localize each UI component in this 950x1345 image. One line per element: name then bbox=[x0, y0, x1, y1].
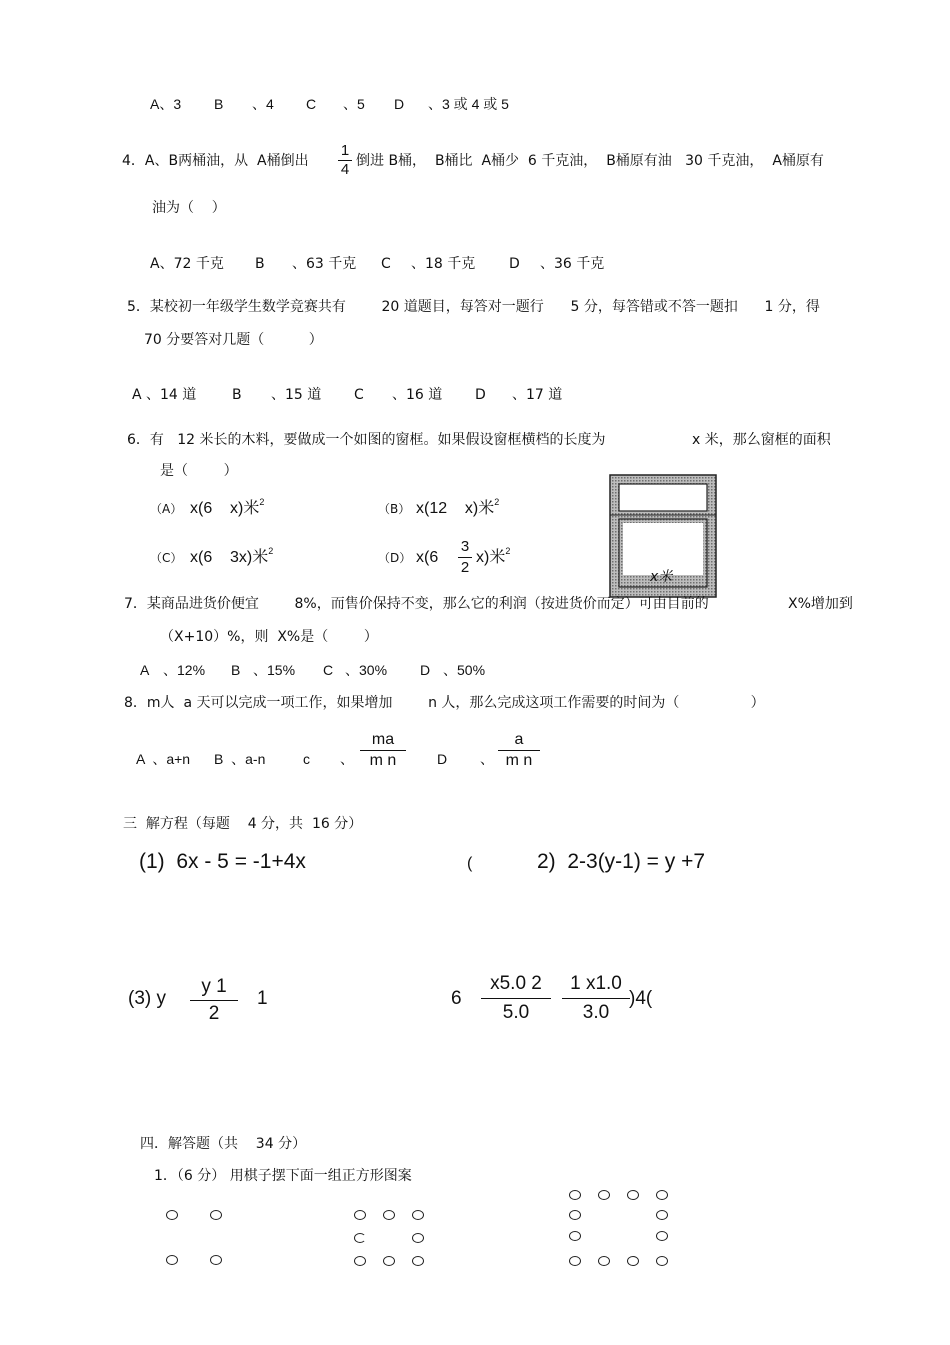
q6-option-d-part1: x(6 bbox=[416, 549, 439, 566]
q8-option-c-label: c bbox=[303, 751, 310, 767]
equation-4-numerator-2: 1 x1.0 bbox=[562, 970, 630, 999]
q4-fraction bbox=[338, 142, 352, 179]
q4-text-part1: 4．A、B两桶油，从 A桶倒出 bbox=[122, 153, 309, 169]
equation-4-numerator-1: x5.0 2 bbox=[481, 970, 551, 999]
equation-3-denominator: 2 bbox=[208, 1003, 220, 1024]
q4-text-part2: 倒进 B桶， B桶比 A桶少 6 千克油， B桶原有油 30 千克油， A桶原有 bbox=[356, 153, 824, 169]
chess-piece bbox=[656, 1231, 668, 1241]
equation-4-fraction-1 bbox=[481, 970, 551, 1027]
q4-text-part3: 油为（ ） bbox=[152, 200, 226, 216]
q4-option-d-value: 、36 千克 bbox=[540, 256, 605, 272]
q8-option-a: A 、a+n bbox=[136, 751, 191, 767]
q8-option-d-label: D bbox=[437, 751, 448, 767]
q6-option-d-numerator: 3 bbox=[458, 537, 472, 558]
q3-option-a: A、3 bbox=[150, 96, 182, 112]
q7-option-a-label: A bbox=[140, 662, 150, 678]
q7-line1: 7．某商品进货价便宜 8%，而售价保持不变，那么它的利润（按进货价而定）可由目前的 bbox=[124, 596, 709, 612]
q6-option-c-exponent: 2 bbox=[268, 546, 274, 556]
equation-3-left: (3) y bbox=[128, 988, 166, 1009]
q3-option-d-label: D bbox=[394, 96, 405, 112]
q4-fraction-denominator: 4 bbox=[340, 161, 350, 178]
q6-option-d-part2 bbox=[476, 546, 511, 567]
q7-option-b-value: 、15% bbox=[253, 662, 296, 678]
chess-piece bbox=[656, 1256, 668, 1266]
equation-3-right: 1 bbox=[257, 988, 268, 1009]
q6-option-a-label: （A） bbox=[150, 502, 183, 516]
q4-option-b-value: 、63 千克 bbox=[292, 256, 357, 272]
q5-line2: 70 分要答对几题（ ） bbox=[144, 332, 323, 348]
chess-piece bbox=[569, 1190, 581, 1200]
q8-option-c-denominator: m n bbox=[369, 752, 397, 769]
q8-option-c-numerator: ma bbox=[360, 730, 406, 751]
window-frame-label: x米 bbox=[650, 569, 673, 585]
q8-line1: 8．m人 a 天可以完成一项工作，如果增加 n 人，那么完成这项工作需要的时间为（ ） bbox=[124, 695, 765, 711]
equation-1: (1) 6x - 5 = -1+4x bbox=[139, 850, 306, 873]
q5-option-a: A 、14 道 bbox=[132, 387, 197, 403]
q5-option-c-label: C bbox=[354, 387, 364, 403]
q8-option-d-sep: 、 bbox=[480, 751, 494, 767]
chess-piece bbox=[354, 1233, 366, 1243]
q6-line1-tail: x 米，那么窗框的面积 bbox=[692, 432, 831, 448]
equation-4-denominator-2: 3.0 bbox=[582, 1002, 610, 1023]
q6-option-a-exponent: 2 bbox=[259, 497, 265, 507]
chess-piece bbox=[598, 1256, 610, 1266]
chess-piece bbox=[627, 1256, 639, 1266]
equation-4-left: 6 bbox=[451, 988, 462, 1009]
q7-option-d-value: 、50% bbox=[443, 662, 486, 678]
q6-option-d-text: x)米 bbox=[476, 549, 506, 566]
q7-line1-tail: X%增加到 bbox=[788, 596, 853, 612]
q6-option-c-text: x(6 3x)米 bbox=[190, 549, 269, 566]
q8-option-d-fraction bbox=[498, 730, 540, 771]
chess-piece bbox=[354, 1210, 366, 1220]
equation-3-fraction bbox=[190, 974, 238, 1027]
equation-4-denominator-1: 5.0 bbox=[502, 1002, 530, 1023]
q5-line1: 5．某校初一年级学生数学竞赛共有 20 道题目，每答对一题行 5 分，每答错或不答一题扣 1 分，得 bbox=[127, 299, 820, 315]
chess-piece bbox=[412, 1210, 424, 1220]
q8-option-d-denominator: m n bbox=[505, 752, 533, 769]
chess-piece bbox=[210, 1210, 222, 1220]
q6-option-d-denominator: 2 bbox=[460, 559, 470, 576]
q6-option-a bbox=[190, 497, 265, 518]
chess-piece bbox=[166, 1210, 178, 1220]
q6-option-b-exponent: 2 bbox=[494, 497, 500, 507]
q5-option-b-label: B bbox=[232, 387, 242, 403]
chess-piece bbox=[354, 1256, 366, 1266]
chess-piece bbox=[383, 1210, 395, 1220]
equation-2-paren: ( bbox=[467, 855, 473, 872]
chess-piece bbox=[383, 1256, 395, 1266]
q6-option-c bbox=[190, 546, 274, 567]
q6-option-a-text: x(6 x)米 bbox=[190, 500, 260, 517]
q6-option-b-label: （B） bbox=[378, 502, 411, 516]
chess-piece bbox=[569, 1210, 581, 1220]
section3-title: 三 解方程（每题 4 分，共 16 分） bbox=[123, 816, 363, 832]
chess-piece bbox=[656, 1210, 668, 1220]
q8-option-c-sep: 、 bbox=[340, 751, 354, 767]
q3-option-b-label: B bbox=[214, 96, 224, 112]
q6-option-d-exponent: 2 bbox=[505, 546, 511, 556]
q4-option-b-label: B bbox=[255, 256, 265, 272]
q8-option-b: B 、a-n bbox=[214, 751, 266, 767]
q6-line2: 是（ ） bbox=[160, 463, 238, 479]
q4-option-a: A、72 千克 bbox=[150, 256, 224, 272]
q4-option-c-label: C bbox=[381, 256, 391, 272]
q7-option-d-label: D bbox=[420, 662, 431, 678]
q7-option-a-value: 、12% bbox=[163, 662, 206, 678]
chess-piece bbox=[569, 1231, 581, 1241]
q3-option-b-value: 、4 bbox=[252, 96, 274, 112]
chess-piece bbox=[412, 1256, 424, 1266]
chess-piece bbox=[656, 1190, 668, 1200]
q8-option-c-fraction bbox=[360, 730, 406, 771]
q4-option-c-value: 、18 千克 bbox=[411, 256, 476, 272]
q5-option-d-label: D bbox=[475, 387, 486, 403]
section4-question-1: 1．（6 分） 用棋子摆下面一组正方形图案 bbox=[154, 1168, 412, 1184]
chess-piece bbox=[627, 1190, 639, 1200]
q3-option-c-label: C bbox=[306, 96, 317, 112]
q6-option-c-label: （C） bbox=[150, 551, 183, 565]
q3-option-c-value: 、5 bbox=[343, 96, 365, 112]
chess-piece bbox=[569, 1256, 581, 1266]
q5-option-b-value: 、15 道 bbox=[271, 387, 322, 403]
q6-option-d-label: （D） bbox=[378, 551, 412, 565]
q3-option-d-value: 、3 或 4 或 5 bbox=[428, 96, 509, 112]
q5-option-c-value: 、16 道 bbox=[392, 387, 443, 403]
equation-3-numerator: y 1 bbox=[190, 974, 238, 1001]
q7-option-b-label: B bbox=[231, 662, 241, 678]
q6-option-b bbox=[416, 497, 500, 518]
q7-option-c-label: C bbox=[323, 662, 334, 678]
equation-2: 2) 2-3(y-1) = y +7 bbox=[537, 850, 706, 873]
q4-fraction-numerator: 1 bbox=[338, 142, 352, 161]
q7-option-c-value: 、30% bbox=[345, 662, 388, 678]
q6-line1: 6．有 12 米长的木料，要做成一个如图的窗框。如果假设窗框横档的长度为 bbox=[127, 432, 606, 448]
q6-option-b-text: x(12 x)米 bbox=[416, 500, 495, 517]
equation-4-fraction-2 bbox=[562, 970, 630, 1027]
q4-option-d-label: D bbox=[509, 256, 520, 272]
chess-piece bbox=[412, 1233, 424, 1243]
q7-line2: （X+10）%，则 X%是（ ） bbox=[160, 629, 378, 645]
equation-4-right: )4( bbox=[629, 988, 653, 1009]
chess-piece bbox=[598, 1190, 610, 1200]
q8-option-d-numerator: a bbox=[498, 730, 540, 751]
chess-piece bbox=[210, 1255, 222, 1265]
q5-option-d-value: 、17 道 bbox=[512, 387, 563, 403]
q6-option-d-fraction bbox=[458, 537, 472, 578]
chess-piece bbox=[166, 1255, 178, 1265]
section4-title: 四．解答题（共 34 分） bbox=[140, 1136, 307, 1152]
